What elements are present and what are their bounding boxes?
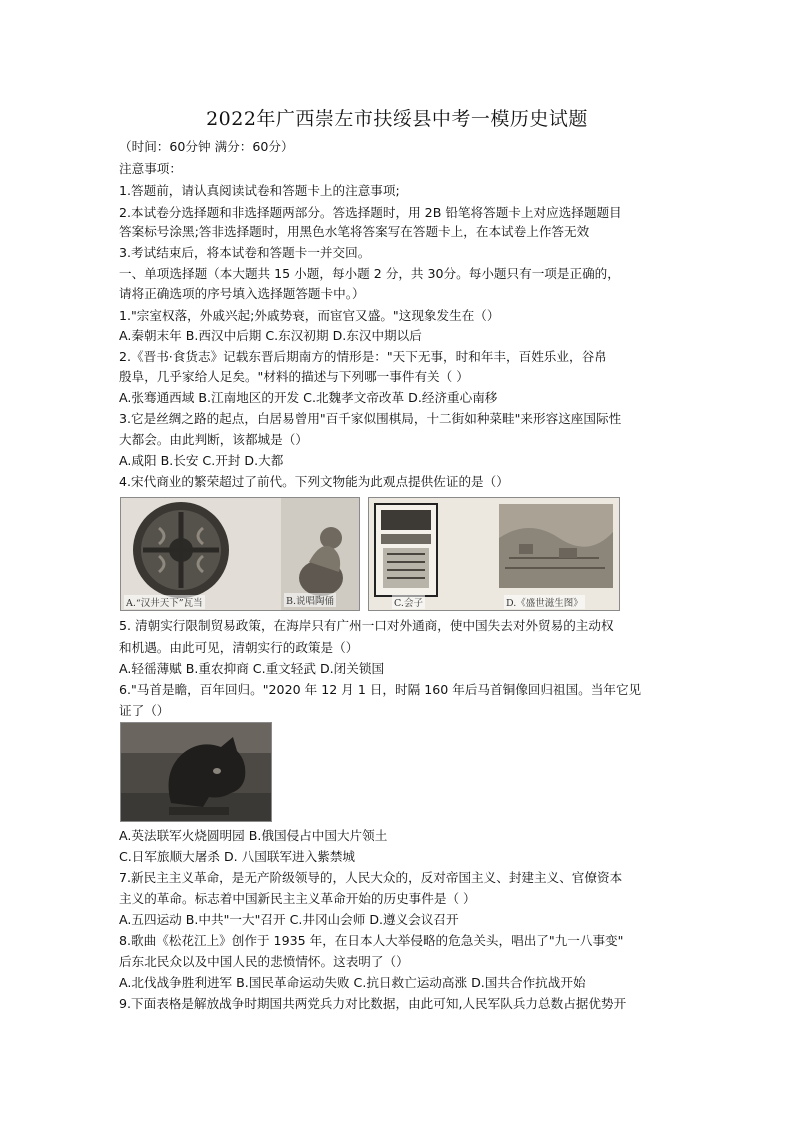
notice-item-2: 2.本试卷分选择题和非选择题两部分。答选择题时，用 2B 铅笔将答题卡上对应选择题题目 xyxy=(119,205,622,220)
exam-title: 2022年广西崇左市扶绥县中考一模历史试题 xyxy=(206,108,588,130)
question-3: 3.它是丝绸之路的起点，白居易曾用"百千家似围棋局，十二街如种菜畦"来形容这座国际性 xyxy=(119,411,622,426)
caption-b: B.说唱陶俑 xyxy=(284,593,336,607)
question-7-options: A.五四运动 B.中共"一大"召开 C.井冈山会师 D.遵义会议召开 xyxy=(119,912,459,927)
notice-item-2-cont: 答案标号涂黑;答非选择题时，用黑色水笔将答案写在答题卡上，在本试卷上作答无效 xyxy=(119,224,590,239)
caption-c: C.会子 xyxy=(392,595,425,609)
question-3-options: A.咸阳 B.长安 C.开封 D.大都 xyxy=(119,453,284,468)
question-8: 8.歌曲《松花江上》创作于 1935 年，在日本人大举侵略的危急关头，唱出了"九一八事变" xyxy=(119,933,624,948)
question-8-options: A.北伐战争胜利进军 B.国民革命运动失败 C.抗日救亡运动高涨 D.国共合作抗战开始 xyxy=(119,975,586,990)
banknote-and-painting-image xyxy=(369,498,619,610)
question-2-cont: 殷阜，几乎家给人足矣。"材料的描述与下列哪一事件有关（ ） xyxy=(119,369,469,384)
caption-d: D.《盛世滋生图》 xyxy=(504,595,585,609)
question-1: 1."宗室权落，外戚兴起;外戚势衰，而宦官又盛。"这现象发生在（） xyxy=(119,308,500,323)
question-9: 9.下面表格是解放战争时期国共两党兵力对比数据，由此可知,人民军队兵力总数占据优势开 xyxy=(119,996,627,1011)
question-5: 5. 清朝实行限制贸易政策，在海岸只有广州一口对外通商，使中国失去对外贸易的主动权 xyxy=(119,618,614,633)
question-5-options: A.轻徭薄赋 B.重农抑商 C.重文轻武 D.闭关锁国 xyxy=(119,661,385,676)
question-4: 4.宋代商业的繁荣超过了前代。下列文物能为此观点提供佐证的是（） xyxy=(119,474,509,489)
artifact-photo-group-cd xyxy=(368,497,620,611)
section-heading: 一、单项选择题（本大题共 15 小题，每小题 2 分，共 30分。每小题只有一项是正确的， xyxy=(119,266,620,281)
section-instruction: 请将正确选项的序号填入选择题答题卡中。） xyxy=(119,286,365,301)
question-7-cont: 主义的革命。标志着中国新民主主义革命开始的历史事件是（ ） xyxy=(119,891,476,906)
question-3-cont: 大都会。由此判断，该都城是（） xyxy=(119,432,308,447)
question-6-options-ab: A.英法联军火烧圆明园 B.俄国侵占中国大片领土 xyxy=(119,828,388,843)
horse-head-image xyxy=(121,723,271,821)
notice-item-3: 3.考试结束后，将本试卷和答题卡一并交回。 xyxy=(119,245,371,260)
notice-heading: 注意事项： xyxy=(119,161,182,176)
question-6-options-cd: C.日军旅顺大屠杀 D. 八国联军进入紫禁城 xyxy=(119,849,356,864)
horse-head-photo xyxy=(120,722,272,822)
caption-a: A.“汉井天下”瓦当 xyxy=(124,595,205,609)
question-2-options: A.张骞通西域 B.江南地区的开发 C.北魏孝文帝改革 D.经济重心南移 xyxy=(119,390,498,405)
question-5-cont: 和机遇。由此可见，清朝实行的政策是（） xyxy=(119,640,359,655)
question-1-options: A.秦朝末年 B.西汉中后期 C.东汉初期 D.东汉中期以后 xyxy=(119,328,422,343)
question-6-cont: 证了（） xyxy=(119,703,170,718)
question-8-cont: 后东北民众以及中国人民的悲愤情怀。这表明了（） xyxy=(119,954,409,969)
question-6: 6."马首是瞻，百年回归。"2020 年 12 月 1 日，时隔 160 年后马首铜像回归祖国。当年它见 xyxy=(119,682,642,697)
question-2: 2.《晋书·食货志》记载东晋后期南方的情形是："天下无事，时和年丰，百姓乐业，谷帛 xyxy=(119,349,607,364)
exam-time-info: （时间：60分钟 满分：60分） xyxy=(119,139,294,154)
notice-item-1: 1.答题前，请认真阅读试卷和答题卡上的注意事项; xyxy=(119,183,400,198)
question-7: 7.新民主主义革命，是无产阶级领导的，人民大众的，反对帝国主义、封建主义、官僚资本 xyxy=(119,870,623,885)
